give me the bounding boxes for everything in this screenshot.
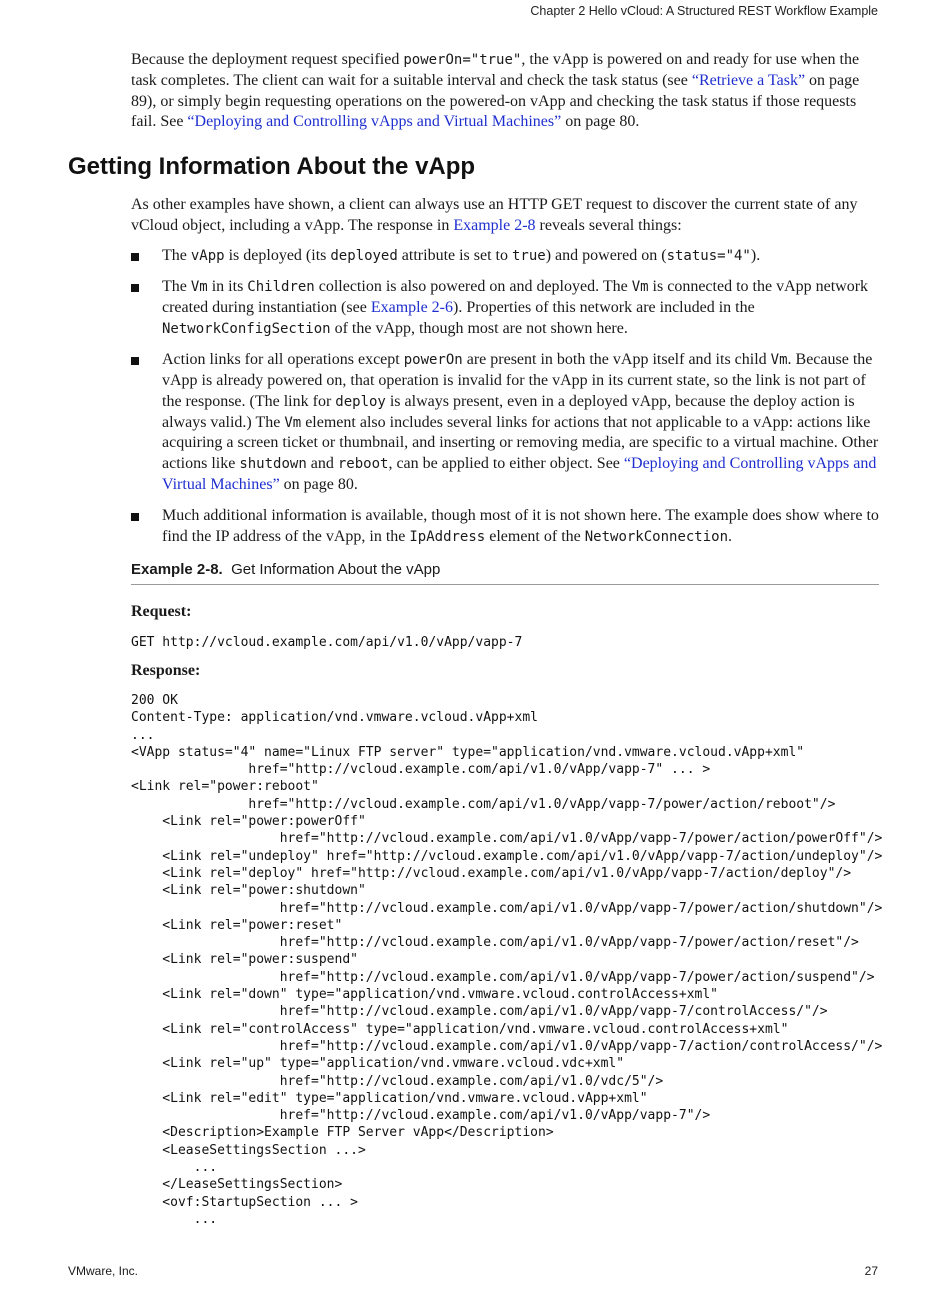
bullet-text: and	[306, 455, 338, 473]
intro-paragraph	[131, 50, 879, 133]
example-number: Example 2-8.	[131, 561, 223, 578]
lead-text: As other examples have shown, a client can always use an HTTP GET request to discover the current state of any vCloud object, including a vApp. The response in	[131, 196, 858, 234]
bullet-text: element also includes several links for actions that not applicable to a vApp: actions like acquiring a screen ticket or thumbnail, and inserting or removing media, are specific to a virtual machine. Other actions like	[162, 413, 879, 473]
bullet-text: is connected to the vApp network created during instantiation (see	[162, 278, 869, 317]
inline-code: Vm	[284, 414, 302, 431]
bullet-square-icon	[131, 357, 139, 365]
inline-code: IpAddress	[409, 529, 486, 546]
bullet-text: of the vApp, though most are not shown here.	[330, 319, 628, 337]
bullet-text: The	[162, 247, 191, 264]
bullet-square-icon	[131, 253, 139, 261]
footer-company: VMware, Inc.	[68, 1264, 139, 1278]
inline-code: powerOn	[403, 352, 463, 369]
bullet-text: in its	[207, 278, 248, 296]
bullet-text: Action links for all operations except	[162, 351, 404, 369]
intro-text: on page 89), or simply begin requesting operations on the powered-on vApp and checking the task status if those requests fail. See	[131, 71, 860, 131]
bullet-text: is always present, even in a deployed vApp, because the deploy action is always valid.) The	[162, 392, 855, 431]
inline-code: Vm	[770, 352, 788, 369]
inline-code: Vm	[631, 279, 649, 296]
bullet-item	[131, 506, 879, 548]
inline-code: deployed	[330, 248, 398, 264]
bullet-text: are present in both the vApp itself and its child	[462, 351, 771, 369]
running-header: Chapter 2 Hello vCloud: A Structured REST Workflow Example	[530, 4, 878, 18]
bullet-text: on page 80.	[279, 475, 358, 493]
bullet-text: The	[162, 278, 191, 296]
inline-code: deploy	[335, 393, 386, 410]
example-title: Get Information About the vApp	[231, 561, 441, 578]
bullet-item	[131, 246, 879, 267]
bullet-text: ). Properties of this network are included in the	[453, 299, 755, 317]
bullet-text: , can be applied to either object. See	[388, 455, 624, 473]
inline-code: Children	[247, 279, 315, 296]
bullet-list	[131, 246, 879, 558]
link-deploying-controlling-vapps[interactable]: “Deploying and Controlling vApps and Virtual Machines”	[187, 113, 562, 131]
example-caption	[131, 561, 879, 585]
response-code-block: 200 OK Content-Type: application/vnd.vmware.vcloud.vApp+xml ... <VApp status="4" name="Linux FTP server" type="application/vnd.vmware.vcloud.vApp+xml" href="http://vcloud.example.com/api/v1.0/vApp/vapp-7" ... > <Link rel="power:reboot" href="http://vcloud.example.com/api/v1.0/vApp/vapp-7/power/action/reboot"/> <Link rel="power:powerOff" href="http://vcloud.example.com/api/v1.0/vApp/vapp-7/power/action/powerOff"/> <Link rel="undeploy" href="http://vcloud.example.com/api/v1.0/vApp/vapp-7/action/undeploy"/> <Link rel="deploy" href="http://vcloud.example.com/api/v1.0/vApp/vapp-7/action/deploy"/> <Link rel="power:shutdown" href="http://vcloud.example.com/api/v1.0/vApp/vapp-7/power/action/shutdown"/> <Link rel="power:reset" href="http://vcloud.example.com/api/v1.0/vApp/vapp-7/power/action/reset"/> <Link rel="power:suspend" href="http://vcloud.example.com/api/v1.0/vApp/vapp-7/power/action/suspend"/> <Link rel="down" type="application/vnd.vmware.vcloud.controlAccess+xml" href="http://vcloud.example.com/api/v1.0/vApp/vapp-7/controlAccess/"/> <Link rel="controlAccess" type="application/vnd.vmware.vcloud.controlAccess+xml" href="http://vcloud.example.com/api/v1.0/vApp/vapp-7/action/controlAccess/"/> <Link rel="up" type="application/vnd.vmware.vcloud.vdc+xml" href="http://vcloud.example.com/api/v1.0/vdc/5"/> <Link rel="edit" type="application/vnd.vmware.vcloud.vApp+xml" href="http://vcloud.example.com/api/v1.0/vApp/vapp-7"/> <Description>Example FTP Server vApp</Description> <LeaseSettingsSection ...> ... </LeaseSettingsSection> <ovf:StartupSection ... > ...	[131, 693, 883, 1227]
link-example-2-6[interactable]: Example 2-6	[370, 299, 454, 317]
page-number: 27	[864, 1264, 878, 1278]
inline-code: NetworkConfigSection	[162, 320, 331, 337]
intro-text: on page 80.	[561, 113, 640, 131]
inline-code: vApp	[190, 248, 225, 264]
request-label: Request:	[131, 603, 192, 620]
lead-paragraph	[131, 195, 879, 237]
bullet-item	[131, 350, 879, 496]
bullet-item	[131, 277, 879, 339]
bullet-text: collection is also powered on and deployed. The	[314, 278, 632, 296]
bullet-text: is deployed (its	[224, 247, 331, 264]
link-retrieve-a-task[interactable]: “Retrieve a Task”	[691, 71, 806, 89]
inline-code: Vm	[190, 279, 208, 296]
intro-text: , the vApp is powered on and ready for use when the task completes. The client can wait for a suitable interval and check the task status (see	[131, 51, 860, 89]
intro-text: Because the deployment request specified	[131, 51, 404, 68]
response-label: Response:	[131, 662, 201, 679]
inline-code: shutdown	[239, 456, 307, 473]
inline-code: true	[512, 248, 546, 264]
bullet-text: attribute is set to	[397, 247, 512, 264]
bullet-text: ) and powered on (	[545, 247, 667, 264]
inline-code: NetworkConnection	[584, 529, 729, 546]
request-code-block: GET http://vcloud.example.com/api/v1.0/vApp/vapp-7	[131, 635, 523, 650]
link-example-2-8[interactable]: Example 2-8	[453, 216, 536, 234]
lead-text: reveals several things:	[535, 216, 682, 234]
inline-code: powerOn="true"	[403, 52, 522, 68]
bullet-text: .	[728, 528, 733, 546]
bullet-text: Much additional information is available, though most of it is not shown here. The example does show where to find the IP address of the vApp, in the	[162, 507, 879, 546]
bullet-text: element of the	[485, 528, 585, 546]
section-heading: Getting Information About the vApp	[68, 153, 476, 180]
bullet-text: . Because the vApp is already powered on, that operation is invalid for the vApp in its current state, so the link is not part of the response. (The link for	[162, 351, 873, 410]
inline-code: status="4"	[666, 248, 751, 264]
bullet-square-icon	[131, 513, 139, 521]
link-deploying-controlling-vapps[interactable]: “Deploying and Controlling vApps and Virtual Machines”	[162, 455, 877, 493]
bullet-square-icon	[131, 284, 139, 292]
inline-code: reboot	[337, 456, 389, 473]
bullet-text: ).	[750, 247, 761, 264]
